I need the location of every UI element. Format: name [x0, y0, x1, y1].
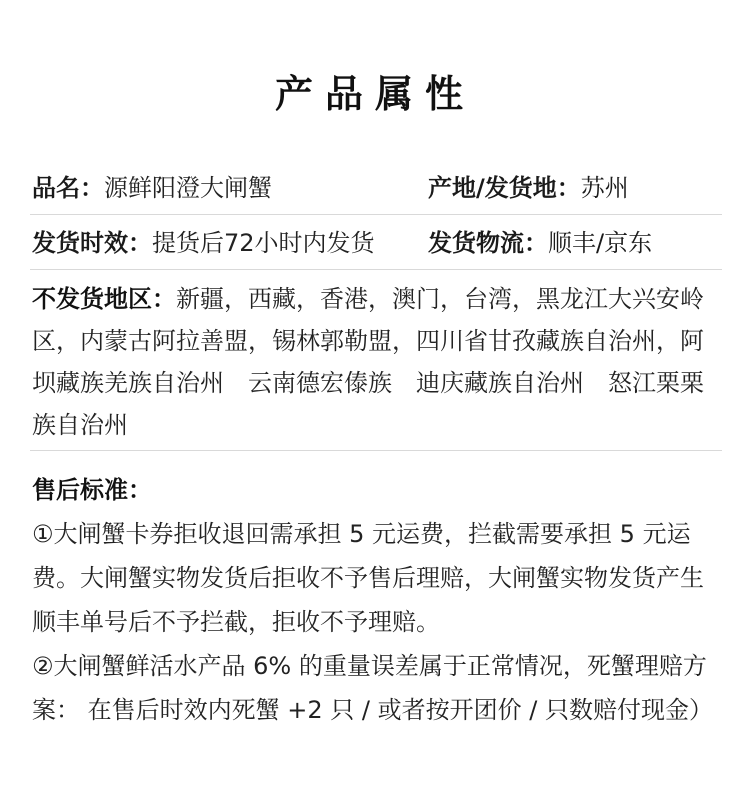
logistics-label: 发货物流： — [428, 229, 548, 257]
name-label: 品名： — [32, 174, 104, 202]
page-title: 产品属性 — [274, 72, 475, 116]
divider — [30, 269, 722, 270]
no-ship-value: 新疆，西藏，香港，澳门，台湾，黑龙江大兴安岭区，内蒙古阿拉善盟，锡林郭勒盟，四川省甘孜藏族自治州，阿坝藏族羌族自治州 云南德宏傣族 迪庆藏族自治州 怒江栗栗族自治州 — [32, 285, 704, 439]
origin-label: 产地/发货地： — [428, 174, 581, 202]
logistics-value: 顺丰/京东 — [548, 229, 653, 257]
attribute-row-logistics — [428, 225, 652, 261]
divider — [30, 214, 722, 215]
after-sales-item-2: ②大闸蟹鲜活水产品 6% 的重量误差属于正常情况，死蟹理赔方案： 在售后时效内死蟹 +2 只 / 或者按开团价 / 只数赔付现金） — [32, 652, 713, 724]
after-sales-section — [32, 468, 722, 732]
divider — [30, 450, 722, 451]
name-value: 源鲜阳澄大闸蟹 — [104, 174, 272, 202]
ship-time-value: 提货后72小时内发货 — [152, 229, 375, 257]
ship-time-label: 发货时效： — [32, 229, 152, 257]
origin-value: 苏州 — [580, 174, 629, 202]
after-sales-label: 售后标准： — [32, 476, 152, 504]
after-sales-item-1: ①大闸蟹卡券拒收退回需承担 5 元运费，拦截需要承担 5 元运费。大闸蟹实物发货后拒收不予售后理赔，大闸蟹实物发货产生顺丰单号后不予拦截，拒收不予理赔。 — [32, 520, 704, 636]
no-ship-regions — [32, 278, 722, 446]
no-ship-label: 不发货地区： — [32, 285, 176, 313]
attribute-row-origin — [428, 170, 629, 206]
